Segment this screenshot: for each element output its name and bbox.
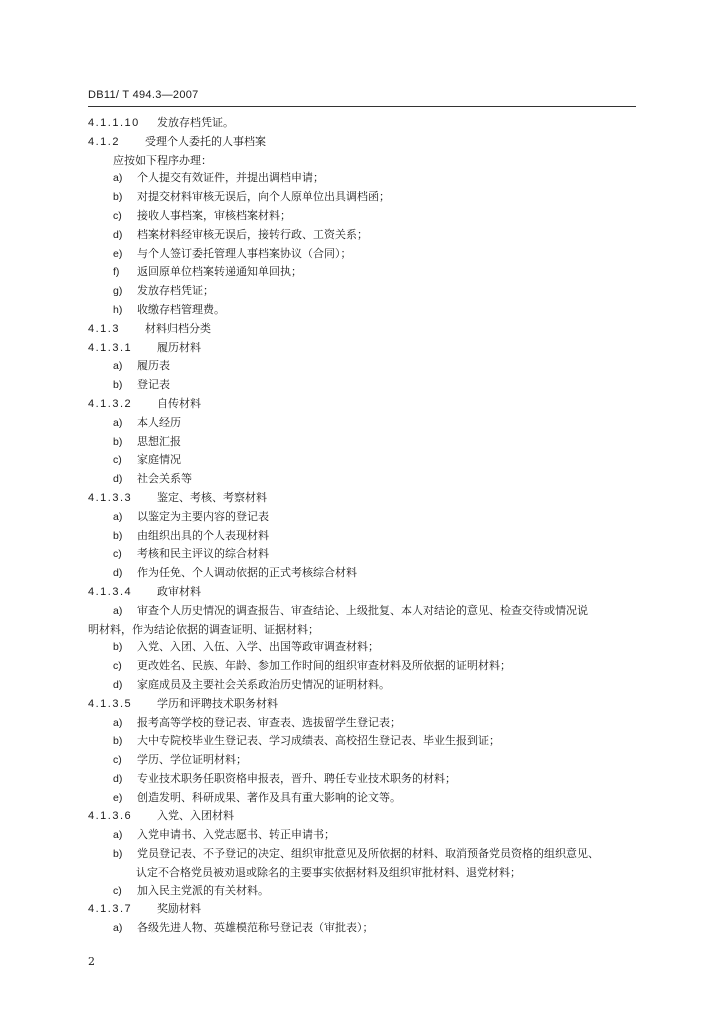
line-text: 自传材料 (157, 396, 201, 410)
line-text: 应按如下程序办理： (113, 153, 212, 167)
list-item-label: d) (113, 772, 123, 785)
list-item-label: b) (113, 529, 123, 542)
line-text: 登记表 (137, 378, 170, 392)
line-text: 大中专院校毕业生登记表、学习成绩表、高校招生登记表、毕业生报到证； (137, 734, 500, 748)
line-text: 创造发明、科研成果、著作及具有重大影响的论文等。 (137, 790, 401, 804)
list-item-label: b) (113, 191, 123, 204)
list-item-label: a) (113, 604, 123, 617)
line-text: 考核和民主评议的综合材料 (137, 547, 269, 561)
list-item-label: a) (113, 510, 123, 523)
line-text: 履历材料 (157, 340, 201, 354)
list-item-label: d) (113, 567, 123, 580)
line-text: 党员登记表、不予登记的决定、组织审批意见及所依据的材料、取消预备党员资格的组织意见、 (137, 847, 599, 861)
line-text: 学历、学位证明材料； (137, 753, 247, 767)
section-number: 4.1.3.2 (88, 397, 133, 410)
list-item-label: c) (113, 209, 122, 222)
section-heading (88, 395, 636, 414)
list-item-label: e) (113, 247, 123, 260)
header-rule (88, 106, 636, 107)
list-item (88, 751, 636, 770)
section-number: 4.1.3.1 (88, 341, 133, 354)
line-text: 更改姓名、民族、年龄、参加工作时间的组织审查材料及所依据的证明材料； (137, 659, 511, 673)
line-text: 材料归档分类 (145, 321, 211, 335)
line-text: 入党、入团、入伍、入学、出国等政审调查材料； (137, 640, 379, 654)
list-item (88, 245, 636, 264)
list-item-label: a) (113, 360, 123, 373)
line-text: 审查个人历史情况的调查报告、审查结论、上级批复、本人对结论的意见、检查交待或情况说 (137, 603, 588, 617)
list-item (88, 301, 636, 320)
list-item-label: a) (113, 416, 123, 429)
section-heading (88, 320, 636, 339)
list-item (88, 226, 636, 245)
line-text: 加入民主党派的有关材料。 (137, 883, 269, 897)
list-item (88, 732, 636, 751)
line-text: 认定不合格党员被劝退或除名的主要事实依据材料及组织审批材料、退党材料； (136, 865, 521, 879)
list-item-label: b) (113, 641, 123, 654)
list-item-label: f) (113, 266, 120, 279)
line-text: 由组织出具的个人表现材料 (137, 528, 269, 542)
list-item (88, 657, 636, 676)
line-text: 与个人签订委托管理人事档案协议（合同）； (137, 246, 352, 260)
list-item (88, 789, 636, 808)
line-text: 各级先进人物、英雄模范称号登记表（审批表）； (137, 921, 374, 935)
list-item (88, 470, 636, 489)
line-text: 以鉴定为主要内容的登记表 (137, 509, 269, 523)
section-heading (88, 807, 636, 826)
section-number: 4.1.1.10 (88, 117, 140, 129)
line-text: 家庭成员及主要社会关系政治历史情况的证明材料。 (137, 677, 390, 691)
list-item-label: c) (113, 754, 122, 767)
section-number: 4.1.3.3 (88, 491, 133, 504)
list-item (88, 263, 636, 282)
list-item (88, 882, 636, 901)
line-text: 鉴定、考核、考察材料 (157, 490, 267, 504)
list-item (88, 545, 636, 564)
line-text: 档案材料经审核无误后，接转行政、工资关系； (137, 227, 368, 241)
section-heading (88, 133, 636, 152)
list-item (88, 638, 636, 657)
list-item-label: c) (113, 884, 122, 897)
paragraph-line (88, 152, 636, 170)
list-item-label: a) (113, 716, 123, 729)
list-item-label: g) (113, 285, 123, 298)
list-item (88, 676, 636, 695)
paragraph-line (88, 864, 636, 882)
line-text: 学历和评聘技术职务材料 (157, 696, 278, 710)
section-heading (88, 900, 636, 919)
section-number: 4.1.3 (88, 322, 120, 335)
list-item (88, 770, 636, 789)
line-text: 政审材料 (157, 584, 201, 598)
line-text: 收缴存档管理费。 (137, 302, 225, 316)
line-text: 入党、入团材料 (157, 809, 234, 823)
line-text: 返回原单位档案转递通知单回执； (137, 265, 302, 279)
page-number: 2 (88, 955, 95, 968)
section-number: 4.1.2 (88, 135, 120, 148)
list-item (88, 169, 636, 188)
list-item-label: c) (113, 660, 122, 673)
list-item-label: d) (113, 228, 123, 241)
line-text: 作为任免、个人调动依据的正式考核综合材料 (137, 566, 357, 580)
list-item-label: h) (113, 303, 123, 316)
list-item (88, 451, 636, 470)
paragraph-line (88, 621, 636, 639)
line-text: 入党申请书、入党志愿书、转正申请书； (137, 828, 335, 842)
list-item (88, 919, 636, 938)
line-text: 思想汇报 (137, 434, 181, 448)
list-item-label: b) (113, 379, 123, 392)
section-heading (88, 114, 636, 133)
list-item (88, 845, 636, 864)
section-number: 4.1.3.4 (88, 585, 133, 598)
section-heading (88, 695, 636, 714)
line-text: 发放存档凭证。 (157, 116, 234, 129)
line-text: 家庭情况 (137, 453, 181, 467)
list-item (88, 357, 636, 376)
list-item-label: a) (113, 829, 123, 842)
section-heading (88, 583, 636, 602)
line-text: 履历表 (137, 359, 170, 373)
list-item-label: d) (113, 473, 123, 486)
list-item-label: b) (113, 735, 123, 748)
section-number: 4.1.3.5 (88, 697, 133, 710)
line-text: 个人提交有效证件，并提出调档申请； (137, 171, 324, 185)
list-item (88, 602, 636, 621)
list-item-label: b) (113, 848, 123, 861)
line-text: 受理个人委托的人事档案 (145, 134, 266, 148)
section-number: 4.1.3.7 (88, 903, 133, 916)
line-text: 接收人事档案，审核档案材料； (137, 208, 291, 222)
list-item (88, 826, 636, 845)
line-text: 发放存档凭证； (137, 284, 214, 298)
line-text: 报考高等学校的登记表、审查表、选拔留学生登记表； (137, 715, 401, 729)
line-text: 社会关系等 (137, 472, 192, 486)
list-item-label: a) (113, 922, 123, 935)
line-text: 本人经历 (137, 415, 181, 429)
list-item-label: e) (113, 791, 123, 804)
list-item (88, 207, 636, 226)
list-item (88, 564, 636, 583)
list-item (88, 414, 636, 433)
section-number: 4.1.3.6 (88, 810, 133, 823)
list-item-label: c) (113, 548, 122, 561)
line-text: 奖励材料 (157, 902, 201, 916)
line-text: 明材料，作为结论依据的调查证明、证据材料； (88, 622, 319, 636)
section-heading (88, 339, 636, 358)
list-item (88, 376, 636, 395)
line-text: 对提交材料审核无误后，向个人原单位出具调档函； (137, 190, 390, 204)
list-item (88, 282, 636, 301)
list-item (88, 508, 636, 527)
list-item (88, 433, 636, 452)
list-item-label: c) (113, 454, 122, 467)
list-item (88, 188, 636, 207)
document-body (88, 114, 636, 938)
list-item (88, 714, 636, 733)
list-item-label: d) (113, 678, 123, 691)
line-text: 专业技术职务任职资格申报表，晋升、聘任专业技术职务的材料； (137, 771, 456, 785)
list-item (88, 527, 636, 546)
list-item-label: a) (113, 172, 123, 185)
section-heading (88, 489, 636, 508)
standard-number: DB11/ T 494.3—2007 (88, 89, 199, 101)
list-item-label: b) (113, 435, 123, 448)
